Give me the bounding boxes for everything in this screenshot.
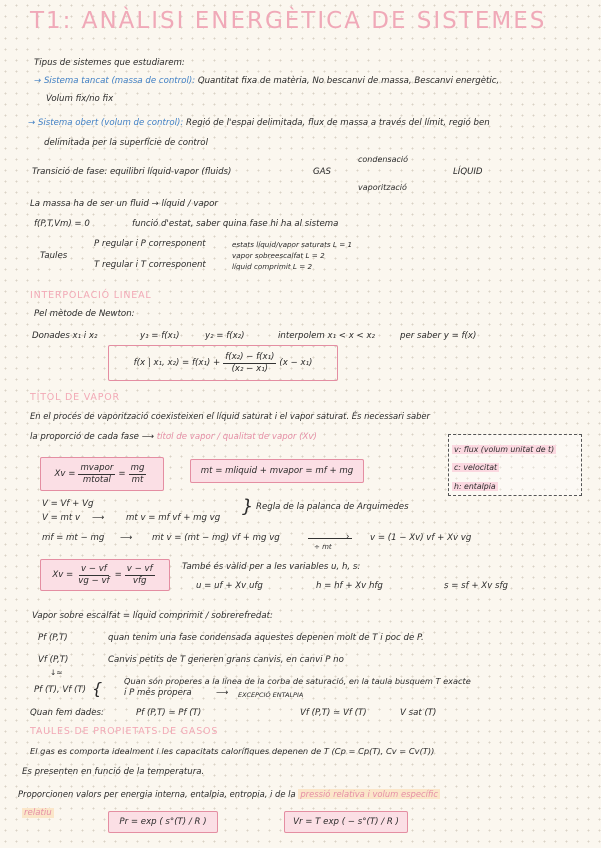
quality-definition-box bbox=[40, 457, 164, 491]
xv-den-2: mt bbox=[131, 474, 144, 485]
arrow-right-icon: → bbox=[34, 76, 42, 86]
interpolation-method: Pel mètode de Newton: bbox=[34, 309, 135, 319]
gas-label: GAS bbox=[313, 167, 331, 177]
vr-formula: Vr = T exp ( − s°(T) / R ) bbox=[293, 816, 399, 827]
xv2-fraction-2 bbox=[125, 564, 155, 587]
gas-tables-l3a: Proporcionen valors per energia interna, entalpia, entropia, i de la bbox=[18, 789, 296, 799]
superheated-r2b: Canvis petits de T generen grans canvis, en canvi P no bbox=[108, 655, 344, 665]
liquid-label: LÍQUID bbox=[453, 167, 483, 177]
quality-paragraph-1: En el procés de vaporització coexisteixen el líquid saturat i el vapor saturat. És necessari saber bbox=[30, 411, 431, 421]
xv-lhs: Xv = bbox=[54, 468, 76, 479]
superheated-r1b: quan tenim una fase condensada aquestes depenen molt de T i poc de P. bbox=[108, 633, 424, 643]
interpolation-given: Donades x₁ i x₂ bbox=[32, 331, 98, 341]
interpolation-goal: per saber y = f(x) bbox=[400, 331, 477, 341]
formula-fraction bbox=[223, 352, 276, 375]
xv2-den-1: vg − vf bbox=[78, 575, 110, 586]
pr-formula-box bbox=[108, 811, 218, 833]
gas-tables-l2: Es presenten en funció de la temperatura. bbox=[22, 767, 205, 777]
state-function-lhs: f(P,T,Vm) = 0 bbox=[34, 219, 90, 229]
arrow-right-icon: ⟶ bbox=[92, 513, 105, 523]
quality-definition: títol de vapor / qualitat de vapor (Xv) bbox=[156, 432, 317, 442]
liquid-mass-eq: mf = mt − mg bbox=[42, 533, 105, 543]
quality-volume-box bbox=[40, 559, 170, 591]
xv-equals: = bbox=[118, 468, 126, 479]
formula-lhs: f(x | x₁, x₂) = f(x₁) + bbox=[133, 357, 221, 368]
xv2-equals: = bbox=[114, 569, 122, 580]
volume-eq-3c: v = (1 − Xv) vf + Xv vg bbox=[370, 533, 472, 543]
open-system-label: Sistema obert (volum de control): bbox=[37, 118, 184, 128]
superheated-r2a: Vf (P,T) bbox=[38, 655, 69, 665]
phase-transition-text: Transició de fase: equilibri líquid-vapor (fluids) bbox=[32, 167, 232, 177]
xv2-lhs: Xv = bbox=[52, 569, 74, 580]
gas-tables-l1: El gas es comporta idealment i les capacitats calorífiques depenen de T (Cp = Cp(T), Cv = Cv(T)) bbox=[30, 746, 435, 756]
taules-row-2: T regular i T corresponent bbox=[94, 260, 206, 270]
xv2-num-1: v − vf bbox=[80, 563, 107, 574]
gas-tables-l3c: relatiu bbox=[24, 808, 52, 818]
volume-eq-2b: mt v = mf vf + mg vg bbox=[126, 513, 221, 523]
condensation-label: condensació bbox=[358, 155, 409, 164]
superheated-r4b: Pf (P,T) ≃ Pf (T) bbox=[136, 708, 202, 718]
legend-velocity: c: velocitat bbox=[454, 463, 498, 472]
gas-tables-l3b: pressió relativa i volum específic bbox=[300, 789, 438, 799]
xv-den-1: mtotal bbox=[82, 474, 111, 485]
xv-fraction-1 bbox=[78, 463, 115, 486]
internal-energy-eq: u = uf + Xv ufg bbox=[196, 581, 263, 591]
open-system-row bbox=[28, 118, 490, 129]
superheated-r3d: EXCEPCIÓ ENTALPIA bbox=[238, 691, 304, 699]
closed-system-desc: Quantitat fixa de matèria, No bescanvi de massa, Bescanvi energètic, bbox=[197, 76, 500, 86]
taules-row-1: P regular i P corresponent bbox=[94, 239, 206, 249]
lever-rule: Regla de la palanca de Arquimedes bbox=[256, 502, 409, 512]
arrow-right-icon: → bbox=[28, 118, 36, 128]
xv2-fraction-1 bbox=[76, 564, 111, 587]
enthalpy-eq: h = hf + Xv hfg bbox=[316, 581, 383, 591]
entropy-eq: s = sf + Xv sfg bbox=[444, 581, 508, 591]
closed-system-row bbox=[34, 76, 499, 87]
interpolation-formula-box bbox=[108, 345, 338, 381]
arrow-right-icon: ⟶ bbox=[216, 688, 229, 698]
interpolation-heading: INTERPOLACIÓ LINEAL bbox=[30, 290, 152, 301]
brace-icon: { bbox=[92, 679, 103, 698]
arrow-right-icon: ⟶ bbox=[141, 432, 157, 442]
arrow-right-icon: › bbox=[346, 532, 350, 542]
superheated-r3a: Pf (T), Vf (T) bbox=[34, 685, 86, 695]
xv2-num-2: v − vf bbox=[126, 563, 153, 574]
open-system-desc: Regió de l'espai delimitada, flux de massa a través del límit, regió ben bbox=[186, 118, 490, 128]
taules-state-2: vapor sobreescalfat L = 2 bbox=[232, 251, 325, 260]
arrow-right-icon: ⟶ bbox=[120, 533, 133, 543]
quality-proportion: la proporció de cada fase bbox=[30, 432, 139, 442]
approx-icon: ↓≈ bbox=[50, 668, 63, 677]
quality-paragraph-2 bbox=[30, 432, 317, 443]
closed-system-label: Sistema tancat (massa de control): bbox=[43, 76, 196, 86]
superheated-r4c: Vf (P,T) ≃ Vf (T) bbox=[300, 708, 367, 718]
superheated-r3b: Quan són properes a la línea de la corba de saturació, en la taula busquem T exacte bbox=[124, 676, 471, 686]
superheated-r4a: Quan fem dades: bbox=[30, 708, 104, 718]
legend-flux: v: flux (volum unitat de t) bbox=[454, 445, 555, 454]
closed-system-desc2: Volum fix/no fix bbox=[46, 94, 114, 104]
superheated-r4d: V sat (T) bbox=[400, 708, 437, 718]
vr-formula-box bbox=[284, 811, 408, 833]
state-function-desc: funció d'estat, saber quina fase hi ha al sistema bbox=[132, 219, 339, 229]
also-valid-text: També és vàlid per a les variables u, h, s: bbox=[182, 562, 361, 572]
superheated-r3c: i P més propera bbox=[124, 688, 192, 698]
pr-formula: Pr = exp ( s°(T) / R ) bbox=[119, 816, 207, 827]
formula-rhs: (x − x₁) bbox=[279, 357, 313, 368]
xv-num-2: mg bbox=[130, 462, 145, 473]
volume-eq-2: V = mt v bbox=[42, 513, 81, 523]
interpolation-y2: y₂ = f(x₂) bbox=[205, 331, 245, 341]
volume-eq-1: V = Vf + Vg bbox=[42, 499, 94, 509]
taules-label: Taules bbox=[40, 251, 68, 261]
formula-numerator: f(x₂) − f(x₁) bbox=[225, 351, 275, 362]
formula-denominator: (x₂ − x₁) bbox=[231, 363, 268, 374]
xv2-den-2: vfg bbox=[132, 575, 147, 586]
interpolation-interp: interpolem x₁ < x < x₂ bbox=[278, 331, 375, 341]
quality-heading: TÍTOL DE VAPOR bbox=[30, 392, 120, 403]
xv-num-1: mvapor bbox=[80, 462, 114, 473]
xv-fraction-2 bbox=[129, 463, 147, 486]
superheated-r1a: Pf (P,T) bbox=[38, 633, 68, 643]
total-mass-box bbox=[190, 459, 364, 483]
vaporization-label: vaporització bbox=[358, 183, 407, 192]
brace-icon: } bbox=[242, 496, 254, 517]
interpolation-y1: y₁ = f(x₁) bbox=[140, 331, 180, 341]
open-system-desc2: delimitada per la superfície de control bbox=[44, 138, 208, 148]
gas-tables-heading: TAULES DE PROPIETATS DE GASOS bbox=[30, 726, 219, 737]
volume-eq-3b: mt v = (mt − mg) vf + mg vg bbox=[152, 533, 280, 543]
taules-state-3: líquid comprimit L = 2 bbox=[232, 262, 313, 271]
page-title: T1: ANÀLISI ENERGÈTICA DE SISTEMES bbox=[30, 8, 547, 34]
gas-tables-l3 bbox=[18, 789, 440, 800]
intro-text: Tipus de sistemes que estudiarem: bbox=[34, 58, 185, 68]
legend-enthalpy: h: entalpia bbox=[454, 482, 496, 491]
superheated-line: Vapor sobre escalfat = líquid comprimit / sobrerefredat: bbox=[32, 611, 273, 621]
taules-state-1: estats líquid/vapor saturats L = 1 bbox=[232, 240, 353, 249]
total-mass-eq: mt = mliquid + mvapor = mf + mg bbox=[200, 465, 354, 476]
mass-line: La massa ha de ser un fluid → líquid / vapor bbox=[30, 199, 218, 209]
divide-by-mt: ÷ mt bbox=[314, 543, 332, 551]
